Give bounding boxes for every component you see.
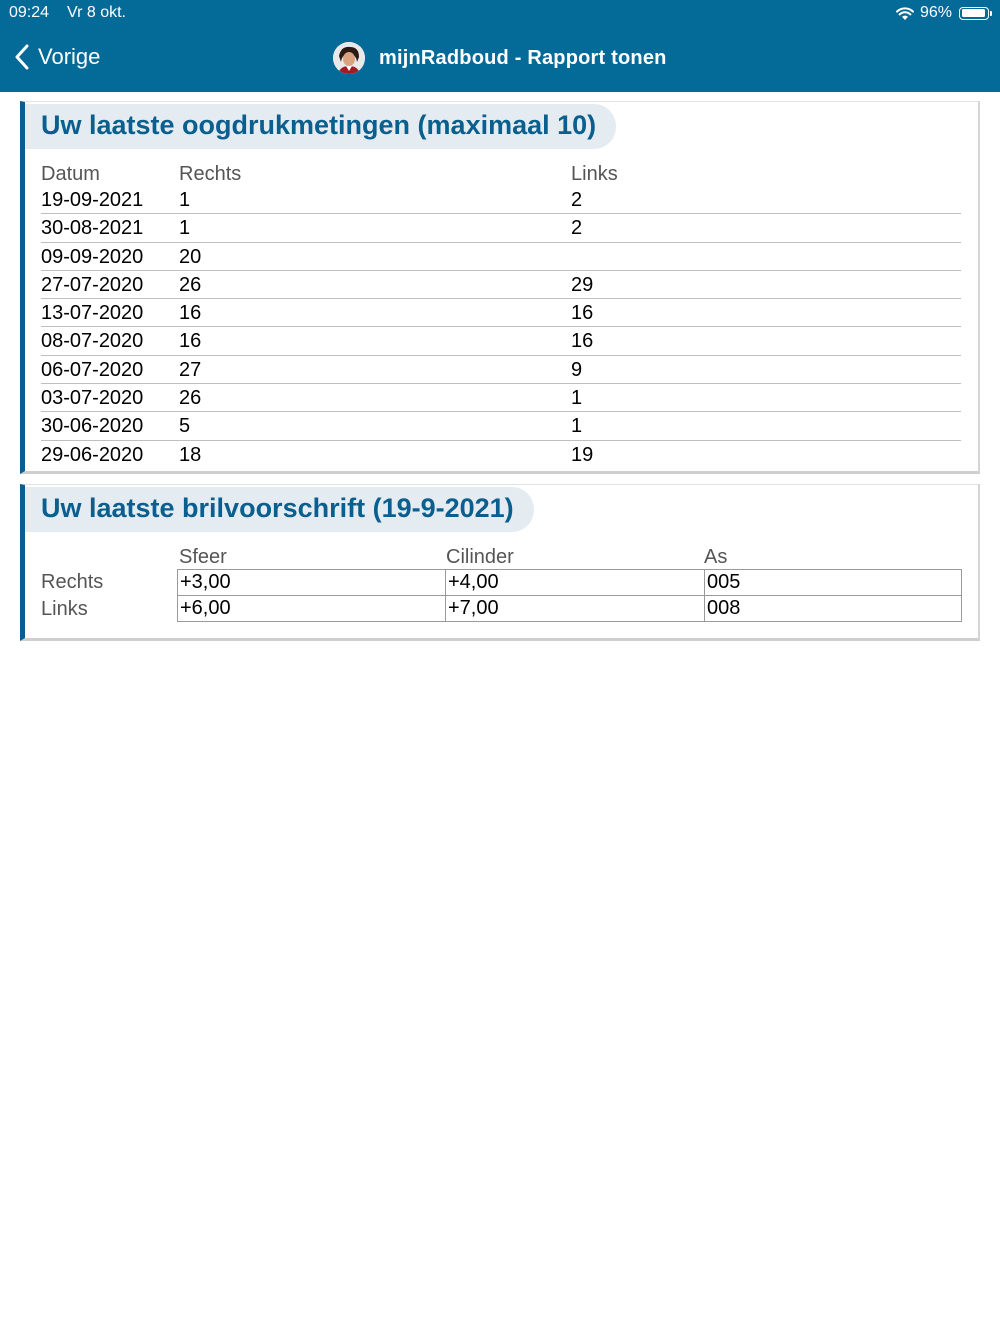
cell-left: 2 (571, 189, 583, 211)
cell-sphere: +6,00 (178, 596, 446, 622)
cell-date: 27-07-2020 (41, 273, 144, 296)
table-row (41, 186, 961, 214)
cell-left: 9 (571, 358, 583, 381)
cell-left: 1 (571, 387, 583, 410)
cell-left: 1 (571, 415, 583, 438)
back-label: Vorige (38, 44, 101, 69)
header-left: Links (571, 163, 618, 185)
page-title: mijnRadboud - Rapport tonen (379, 46, 667, 69)
header-cylinder: Cilinder (446, 546, 514, 568)
cell-date: 09-09-2020 (41, 245, 144, 268)
battery-percentage: 96% (919, 4, 952, 21)
cell-right: 5 (179, 415, 191, 438)
cell-right: 27 (179, 358, 202, 381)
page-header (333, 42, 667, 74)
prescription-header (41, 543, 961, 569)
status-date: Vr 8 okt. (67, 4, 126, 21)
cell-left: 19 (571, 443, 594, 466)
cell-sphere: +3,00 (178, 570, 446, 596)
cell-right: 1 (179, 217, 191, 240)
cell-right: 1 (179, 189, 191, 211)
prescription-title: Uw laatste brilvoorschrift (19-9-2021) (25, 487, 534, 532)
cell-left: 29 (571, 273, 594, 296)
cell-date: 03-07-2020 (41, 387, 144, 410)
cell-date: 13-07-2020 (41, 302, 144, 325)
cell-axis: 008 (705, 596, 962, 622)
table-row (41, 441, 961, 468)
prescription-table (177, 569, 962, 622)
header-right: Rechts (179, 163, 242, 185)
table-header (41, 160, 961, 186)
header-sphere: Sfeer (179, 546, 227, 568)
cell-right: 16 (179, 330, 202, 353)
user-photo-icon (333, 42, 365, 74)
table-row (41, 214, 961, 242)
prescription-row-labels (41, 569, 103, 623)
chevron-left-icon (14, 44, 30, 70)
wifi-icon (895, 5, 915, 21)
table-row (41, 271, 961, 299)
eye-pressure-card (20, 101, 980, 474)
avatar[interactable] (333, 42, 365, 74)
table-row (41, 299, 961, 327)
cell-right: 26 (179, 273, 202, 296)
header-axis: As (704, 546, 728, 568)
table-row (41, 384, 961, 412)
row-label-right: Rechts (41, 571, 104, 593)
cell-right: 20 (179, 245, 202, 268)
prescription-card (20, 484, 980, 641)
back-button[interactable] (14, 44, 100, 70)
table-row (41, 327, 961, 355)
eye-pressure-title: Uw laatste oogdrukmetingen (maximaal 10) (25, 104, 616, 149)
cell-date: 30-08-2021 (41, 217, 144, 240)
row-label-left: Links (41, 598, 88, 620)
cell-left: 16 (571, 330, 594, 353)
cell-cylinder: +4,00 (446, 570, 705, 596)
table-row (178, 570, 962, 596)
cell-left: 16 (571, 302, 594, 325)
cell-left: 2 (571, 217, 583, 240)
table-row (41, 356, 961, 384)
cell-date: 08-07-2020 (41, 330, 144, 353)
eye-pressure-table (41, 160, 961, 468)
battery-icon (959, 7, 989, 20)
table-row (41, 243, 961, 271)
table-row (41, 412, 961, 440)
cell-right: 18 (179, 443, 202, 466)
cell-date: 06-07-2020 (41, 358, 144, 381)
top-bar (0, 0, 1000, 92)
header-date: Datum (41, 163, 100, 185)
status-indicators (895, 4, 992, 22)
cell-date: 30-06-2020 (41, 415, 144, 438)
cell-date: 29-06-2020 (41, 443, 144, 466)
cell-cylinder: +7,00 (446, 596, 705, 622)
cell-axis: 005 (705, 570, 962, 596)
table-row (178, 596, 962, 622)
cell-date: 19-09-2021 (41, 189, 144, 211)
cell-right: 16 (179, 302, 202, 325)
cell-right: 26 (179, 387, 202, 410)
status-time: 09:24 (9, 4, 50, 21)
